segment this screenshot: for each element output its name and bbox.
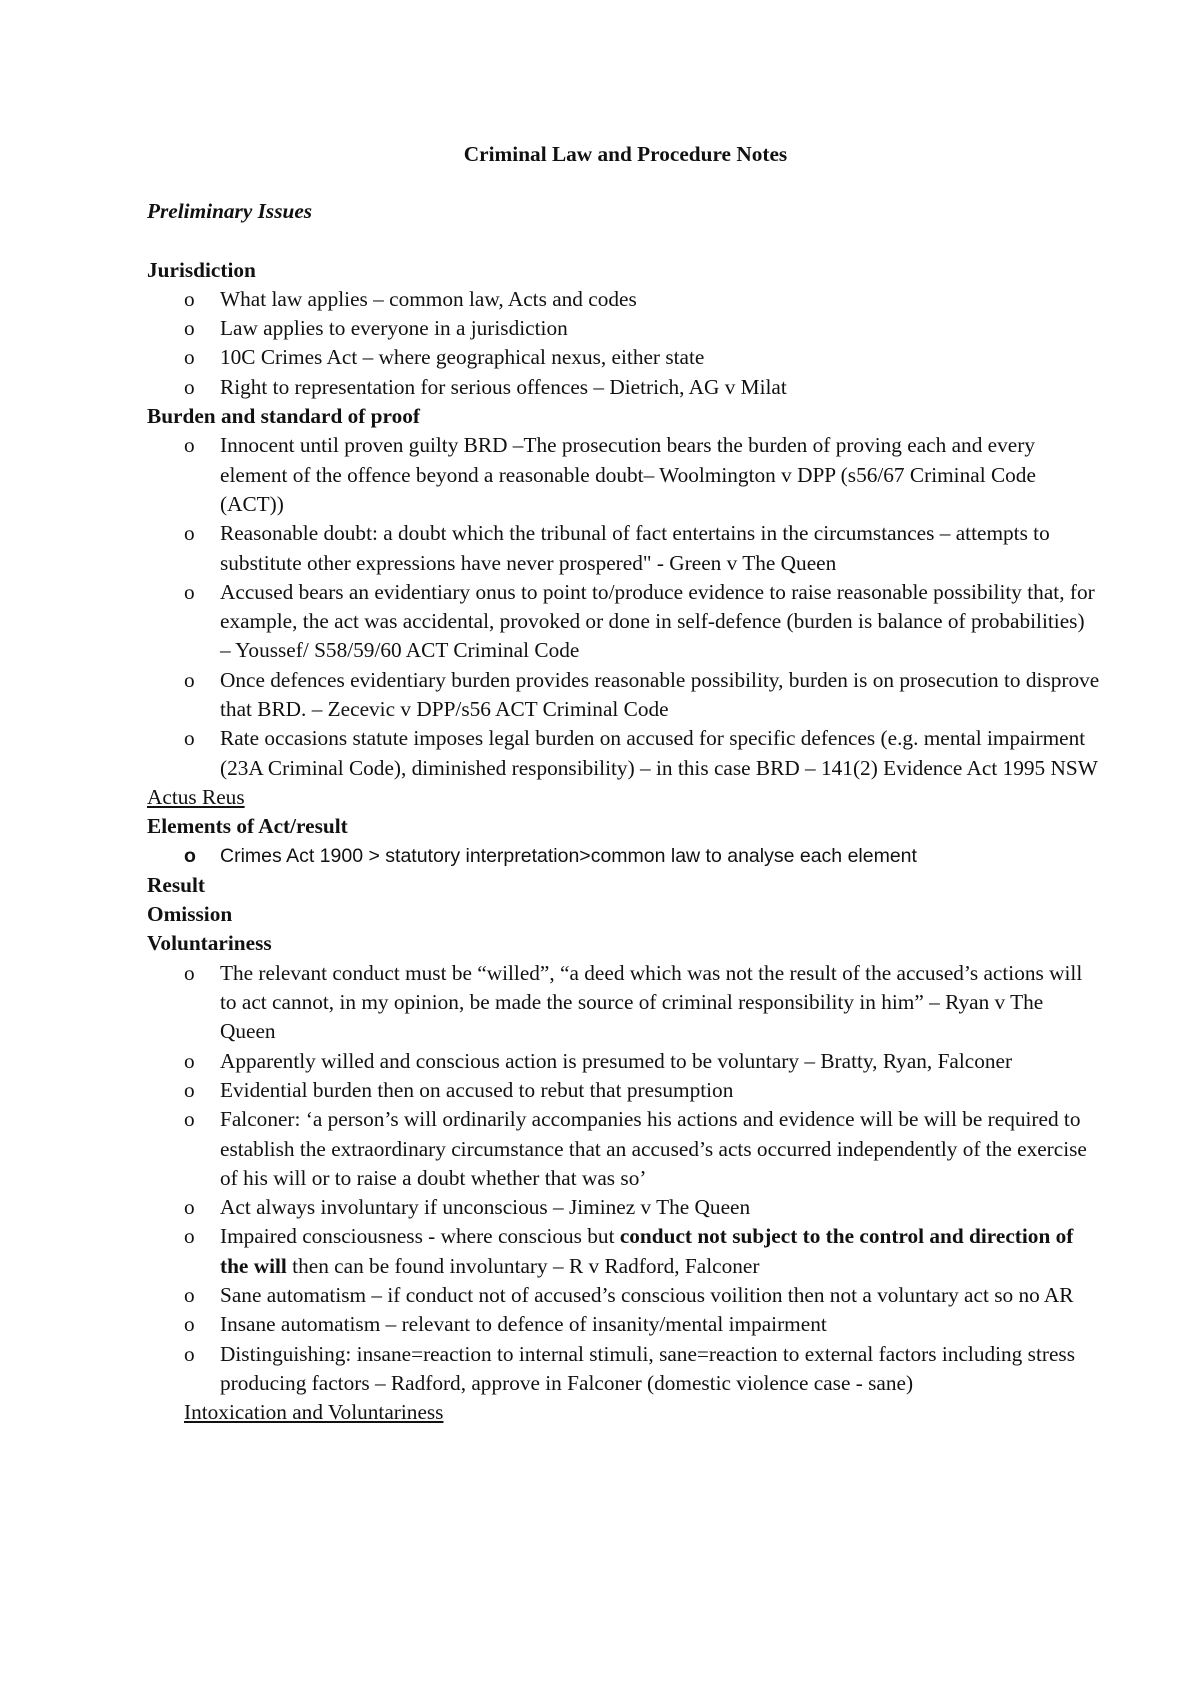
bullet-marker: o [184,726,195,751]
list-item [147,842,1100,871]
bullet-marker: o [184,960,195,985]
section-title-preliminary-issues: Preliminary Issues [147,199,313,224]
bullet-marker: o [184,1107,195,1132]
bullet-marker: o [184,1341,195,1366]
bullet-marker: o [184,1195,195,1220]
list-item [147,1310,1100,1339]
list-item-text: Act always involuntary if unconscious – Jiminez v The Queen [220,1195,751,1220]
list-item [147,724,1100,783]
list-item-text: The relevant conduct must be “willed”, “a deed which was not the result of the accused’s actions will to act cannot, in my opinion, be made the source of criminal responsibility in him” – Ryan v The Queen [220,960,1083,1044]
list-item [147,959,1100,1047]
list-item [147,431,1100,519]
text-run: Impaired consciousness - where conscious but [220,1224,620,1249]
list-item-text: Innocent until proven guilty BRD –The prosecution bears the burden of proving each and every element of the offence beyond a reasonable doubt– Woolmington v DPP (s56/67 Criminal Code (ACT)) [220,433,1036,516]
bullet-list-burden-and-standard-of-proof [147,431,1100,783]
bullet-marker: o [184,1048,195,1073]
bullet-marker: o [184,521,195,546]
heading-result: Result [147,872,205,897]
list-item-text: Insane automatism – relevant to defence of insanity/mental impairment [220,1312,827,1337]
list-item [147,1047,1100,1076]
bullet-list-elements-of-act-result [147,842,1100,871]
document-title: Criminal Law and Procedure Notes [463,142,788,166]
bullet-marker: o [184,1224,195,1249]
list-item-text: Crimes Act 1900 > statutory interpretation>common law to analyse each element [220,844,917,867]
heading-omission: Omission [147,902,233,927]
heading-elements-of-act-result: Elements of Act/result [147,814,348,839]
list-item [147,1076,1100,1105]
list-item [147,1340,1100,1399]
list-item-text: Reasonable doubt: a doubt which the tribunal of fact entertains in the circumstances – attempts to substitute other expressions have never prospered" - Green v The Queen [220,521,1050,575]
bullet-marker: o [184,1282,195,1307]
list-item [147,1105,1100,1193]
subheading-actus-reus: Actus Reus [147,784,245,809]
bullet-marker: o [184,316,195,341]
list-item-text [220,1224,1073,1277]
bullet-marker: o [184,374,195,399]
bullet-marker: o [184,1077,195,1102]
document-body [147,256,1100,1428]
bullet-marker: o [184,345,195,370]
bullet-marker: o [184,579,195,604]
bullet-list-voluntariness [147,959,1100,1398]
list-item-text: Apparently willed and conscious action is presumed to be voluntary – Bratty, Ryan, Falconer [220,1048,1013,1073]
list-item-text: 10C Crimes Act – where geographical nexus, either state [220,345,705,370]
list-item-text: Law applies to everyone in a jurisdiction [220,316,568,341]
heading-jurisdiction: Jurisdiction [147,257,256,282]
list-item [147,1193,1100,1222]
list-item [147,1222,1100,1281]
list-item-text: Distinguishing: insane=reaction to internal stimuli, sane=reaction to external factors including stress producing factors – Radford, approve in Falconer (domestic violence case - sane) [220,1341,1075,1395]
list-item-text: Evidential burden then on accused to rebut that presumption [220,1077,734,1102]
list-item-text: Falconer: ‘a person’s will ordinarily accompanies his actions and evidence will be will be required to establish the extraordinary circumstance that an accused’s acts occurred independently of the exercise of his will or to raise a doubt whether that was so’ [220,1107,1087,1190]
list-item [147,666,1100,725]
list-item [147,373,1100,402]
bullet-marker: o [184,286,195,311]
list-item-text: Accused bears an evidentiary onus to point to/produce evidence to raise reasonable possibility that, for example, the act was accidental, provoked or done in self-defence (burden is balance of probabilities) – Youssef/ S58/59/60 ACT Criminal Code [220,579,1095,663]
list-item-text: Right to representation for serious offences – Dietrich, AG v Milat [220,374,787,399]
heading-burden-and-standard-of-proof: Burden and standard of proof [147,404,420,429]
bullet-marker: o [184,844,196,867]
list-item [147,285,1100,314]
bullet-marker: o [184,1312,195,1337]
list-item [147,1281,1100,1310]
emphasis-text: conduct not subject to the control and direction of the will [220,1224,1074,1278]
list-item-text: Sane automatism – if conduct not of accused’s conscious voilition then not a voluntary act so no AR [220,1282,1074,1307]
bullet-marker: o [184,667,195,692]
heading-voluntariness: Voluntariness [147,931,272,956]
list-item [147,314,1100,343]
list-item-text: What law applies – common law, Acts and codes [220,286,637,311]
list-item-text: Once defences evidentiary burden provides reasonable possibility, burden is on prosecution to disprove that BRD. – Zecevic v DPP/s56 ACT Criminal Code [220,667,1100,722]
list-item [147,519,1100,578]
bullet-list-jurisdiction [147,285,1100,402]
text-run: then can be found involuntary – R v Radford, Falconer [286,1253,760,1278]
list-item-text: Rate occasions statute imposes legal burden on accused for specific defences (e.g. mental impairment (23A Criminal Code), diminished responsibility) – in this case BRD – 141(2) Evidence Act 1995 NSW [220,726,1098,780]
list-item [147,343,1100,372]
bullet-marker: o [184,433,195,458]
list-item [147,578,1100,666]
subheading-intoxication-and-voluntariness: Intoxication and Voluntariness [184,1400,444,1425]
